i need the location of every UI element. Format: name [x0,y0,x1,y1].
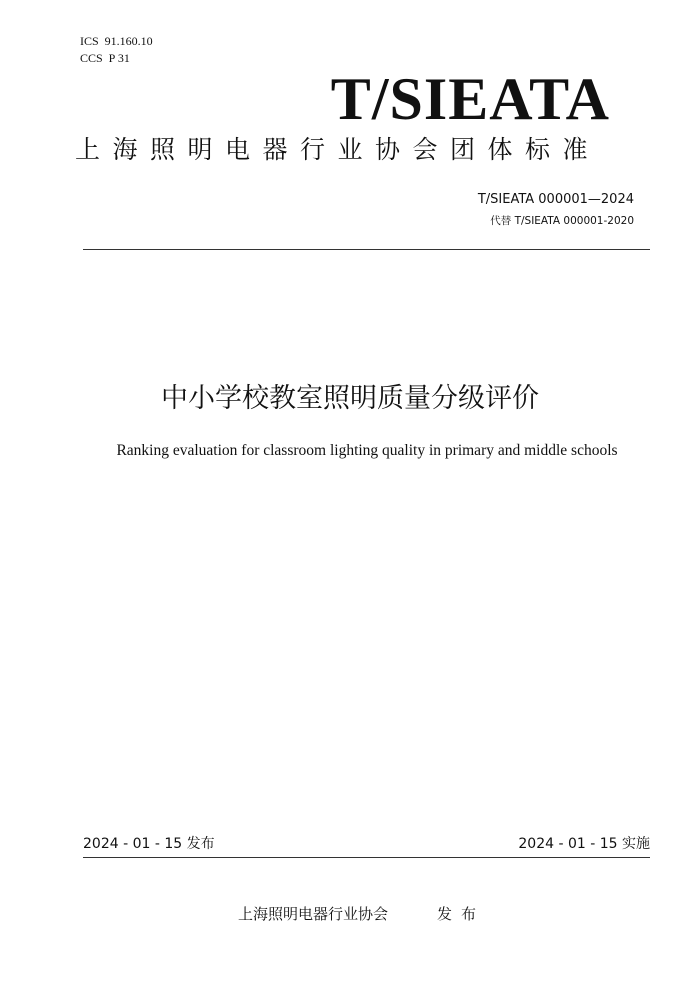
publisher-name: 上海照明电器行业协会 [238,905,389,923]
document-title-en: Ranking evaluation for classroom lighting quality in primary and middle schools [116,442,618,459]
publish-label: 发布 [437,905,486,923]
classification-codes [80,33,153,67]
footer-divider [83,857,650,858]
replaces-standard: 代替 T/SIEATA 000001-2020 [490,215,634,227]
association-standard-heading: 上海照明电器行业协会团体标准 [75,135,601,164]
ics-code: ICS 91.160.10 [80,34,153,48]
ccs-code: CCS P 31 [80,51,130,65]
header-divider [83,249,650,250]
standard-logo: T/SIEATA [330,66,610,132]
document-title-zh: 中小学校教室照明质量分级评价 [161,383,539,414]
issue-date: 2024 - 01 - 15 发布 [83,836,215,852]
implementation-date: 2024 - 01 - 15 实施 [518,836,650,852]
standard-number: T/SIEATA 000001—2024 [477,192,634,207]
